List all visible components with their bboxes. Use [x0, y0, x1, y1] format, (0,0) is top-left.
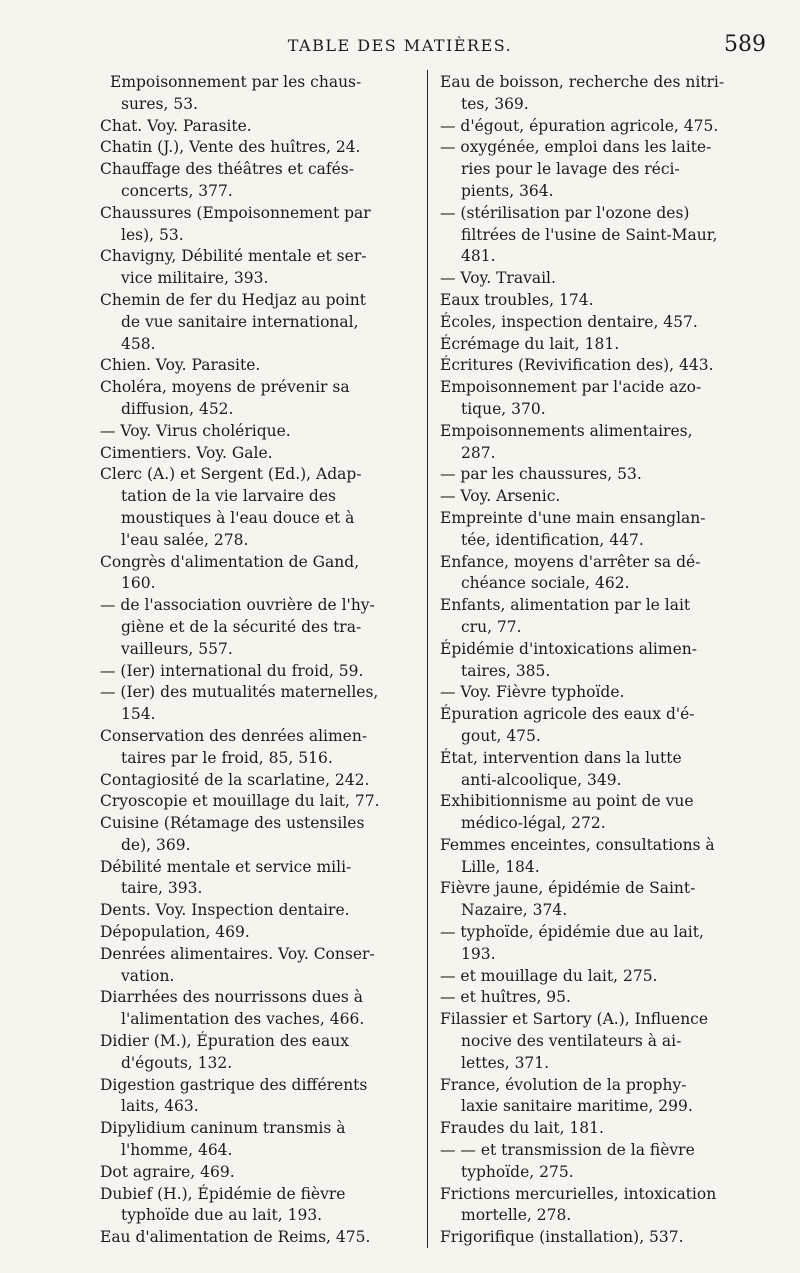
index-entry-line: typhoïde, 275.: [461, 1162, 574, 1181]
index-entry-line: taire, 393.: [121, 879, 203, 898]
index-entry-line: cru, 77.: [461, 617, 522, 636]
left-index-column: [100, 72, 422, 1249]
index-entry-line: les), 53.: [121, 225, 184, 244]
index-entry-line: tation de la vie larvaire des: [121, 487, 336, 506]
index-entry: [440, 137, 770, 202]
index-entry: [440, 377, 770, 421]
index-entry-line: Chavigny, Débilité mentale et ser-: [100, 247, 367, 266]
index-entry-line: Empoisonnement par l'acide azo-: [440, 378, 702, 397]
index-entry: [440, 312, 770, 334]
index-entry: [100, 290, 422, 355]
index-entry: [440, 355, 770, 377]
index-entry-line: — par les chaussures, 53.: [440, 465, 642, 484]
index-entry-line: nocive des ventilateurs à ai-: [461, 1032, 682, 1051]
index-entry: [100, 116, 422, 138]
index-entry-line: tique, 370.: [461, 399, 546, 418]
index-entry: [440, 552, 770, 596]
index-entry-line: concerts, 377.: [121, 181, 233, 200]
index-entry: [440, 987, 770, 1009]
index-entry: [440, 1140, 770, 1184]
index-entry-line: anti-alcoolique, 349.: [461, 770, 622, 789]
index-entry-line: de), 369.: [121, 835, 191, 854]
index-entry-line: Écoles, inspection dentaire, 457.: [440, 312, 698, 331]
index-entry-line: — (stérilisation par l'ozone des): [440, 203, 690, 222]
index-entry-line: — de l'association ouvrière de l'hy-: [100, 596, 375, 615]
index-entry-line: mortelle, 278.: [461, 1206, 572, 1225]
index-entry-line: Enfance, moyens d'arrêter sa dé-: [440, 552, 701, 571]
index-entry: [100, 246, 422, 290]
index-entry-line: Débilité mentale et service mili-: [100, 857, 352, 876]
index-entry: [440, 682, 770, 704]
index-entry: [100, 813, 422, 857]
index-entry-line: Dépopulation, 469.: [100, 923, 250, 942]
index-entry: [100, 944, 422, 988]
index-entry: [100, 1075, 422, 1119]
index-entry-line: laxie sanitaire maritime, 299.: [461, 1097, 693, 1116]
index-entry-line: Chat. Voy. Parasite.: [100, 116, 252, 135]
index-entry-line: Exhibitionnisme au point de vue: [440, 792, 694, 811]
index-entry-line: Contagiosité de la scarlatine, 242.: [100, 770, 370, 789]
index-entry: [440, 1118, 770, 1140]
index-entry-line: Didier (M.), Épuration des eaux: [100, 1032, 349, 1051]
running-title: TABLE DES MATIÈRES.: [287, 36, 513, 55]
right-index-column: [440, 72, 770, 1249]
index-entry: [100, 159, 422, 203]
index-entry: [100, 682, 422, 726]
index-entry: [100, 137, 422, 159]
index-entry: [100, 72, 422, 116]
index-entry-line: ries pour le lavage des réci-: [461, 160, 680, 179]
index-entry-line: — oxygénée, emploi dans les laite-: [440, 138, 712, 157]
index-entry-line: 193.: [461, 944, 496, 963]
index-entry-line: Cimentiers. Voy. Gale.: [100, 443, 273, 462]
index-entry: [100, 922, 422, 944]
index-entry-line: médico-légal, 272.: [461, 814, 606, 833]
index-entry: [440, 334, 770, 356]
index-entry-line: Chaussures (Empoisonnement par: [100, 203, 371, 222]
index-entry-line: vation.: [121, 966, 175, 985]
index-entry-line: Digestion gastrique des différents: [100, 1075, 368, 1094]
index-entry-line: Frigorifique (installation), 537.: [440, 1228, 684, 1247]
index-entry: [100, 421, 422, 443]
index-entry: [440, 1075, 770, 1119]
page-header: [0, 30, 800, 66]
index-entry-line: 481.: [461, 247, 496, 266]
index-entry: [100, 203, 422, 247]
index-entry-line: d'égouts, 132.: [121, 1053, 233, 1072]
index-entry-line: — Voy. Virus cholérique.: [100, 421, 291, 440]
index-entry: [100, 661, 422, 683]
index-entry-line: Dubief (H.), Épidémie de fièvre: [100, 1184, 346, 1203]
index-entry-line: Dot agraire, 469.: [100, 1162, 235, 1181]
index-entry-line: Femmes enceintes, consultations à: [440, 835, 715, 854]
index-entry: [100, 857, 422, 901]
index-entry-line: — Voy. Travail.: [440, 269, 556, 288]
index-entry: [440, 421, 770, 465]
index-entry-line: filtrées de l'usine de Saint-Maur,: [461, 225, 718, 244]
index-entry-line: — (Ier) international du froid, 59.: [100, 661, 364, 680]
index-entry-line: moustiques à l'eau douce et à: [121, 508, 355, 527]
index-entry-line: Diarrhées des nourrissons dues à: [100, 988, 364, 1007]
index-entry-line: giène et de la sécurité des tra-: [121, 617, 362, 636]
index-entry-line: — — et transmission de la fièvre: [440, 1141, 695, 1160]
index-entry-line: 154.: [121, 705, 156, 724]
page-number: 589: [724, 32, 766, 57]
index-entry-line: France, évolution de la prophy-: [440, 1075, 687, 1094]
index-entry: [440, 791, 770, 835]
index-entry: [100, 1031, 422, 1075]
index-entry-line: 287.: [461, 443, 496, 462]
index-entry-line: Choléra, moyens de prévenir sa: [100, 378, 350, 397]
index-entry-line: — typhoïde, épidémie due au lait,: [440, 923, 704, 942]
index-entry-line: gout, 475.: [461, 726, 541, 745]
index-entry: [440, 595, 770, 639]
index-entry-line: Dipylidium caninum transmis à: [100, 1119, 346, 1138]
index-entry: [100, 1118, 422, 1162]
index-entry-line: vailleurs, 557.: [121, 639, 233, 658]
index-entry: [100, 770, 422, 792]
index-entry: [100, 552, 422, 596]
index-entry-line: Fièvre jaune, épidémie de Saint-: [440, 879, 696, 898]
index-entry-line: Chemin de fer du Hedjaz au point: [100, 290, 367, 309]
index-entry-line: Empreinte d'une main ensanglan-: [440, 508, 706, 527]
index-entry-line: — d'égout, épuration agricole, 475.: [440, 116, 719, 135]
index-entry: [440, 1009, 770, 1074]
index-entry-line: Eau de boisson, recherche des nitri-: [440, 73, 725, 91]
index-entry-line: vice militaire, 393.: [121, 269, 269, 288]
index-entry-line: Frictions mercurielles, intoxication: [440, 1184, 717, 1203]
index-entry-line: Denrées alimentaires. Voy. Conser-: [100, 944, 375, 963]
index-entry: [440, 1184, 770, 1228]
index-entry-line: — et mouillage du lait, 275.: [440, 966, 658, 985]
index-entry-line: Empoisonnements alimentaires,: [440, 421, 693, 440]
index-entry-line: — Voy. Fièvre typhoïde.: [440, 683, 625, 702]
index-entry-line: Fraudes du lait, 181.: [440, 1119, 604, 1138]
index-entry-line: Cuisine (Rétamage des ustensiles: [100, 814, 365, 833]
index-entry: [440, 116, 770, 138]
index-entry-line: Enfants, alimentation par le lait: [440, 596, 691, 615]
index-entry-line: taires par le froid, 85, 516.: [121, 748, 333, 767]
index-entry-line: Dents. Voy. Inspection dentaire.: [100, 901, 350, 920]
index-entry-line: Lille, 184.: [461, 857, 540, 876]
index-entry-line: taires, 385.: [461, 661, 551, 680]
index-entry: [100, 355, 422, 377]
index-entry: [100, 726, 422, 770]
index-entry-line: typhoïde due au lait, 193.: [121, 1206, 323, 1225]
index-entry-line: l'homme, 464.: [121, 1141, 233, 1160]
index-entry-line: laits, 463.: [121, 1097, 199, 1116]
index-entry-line: Cryoscopie et mouillage du lait, 77.: [100, 792, 380, 811]
index-entry-line: Eau d'alimentation de Reims, 475.: [100, 1228, 371, 1247]
index-entry-line: de vue sanitaire international,: [121, 312, 359, 331]
index-entry-line: 160.: [121, 574, 156, 593]
index-entry: [100, 791, 422, 813]
index-entry-line: Conservation des denrées alimen-: [100, 726, 368, 745]
index-entry: [440, 1227, 770, 1249]
index-entry-line: Congrès d'alimentation de Gand,: [100, 552, 360, 571]
index-entry: [440, 922, 770, 966]
index-entry-line: l'eau salée, 278.: [121, 530, 249, 549]
index-entry-line: lettes, 371.: [461, 1053, 550, 1072]
index-entry-line: Écritures (Revivification des), 443.: [440, 356, 714, 375]
index-entry: [440, 290, 770, 312]
index-entry-line: Eaux troubles, 174.: [440, 290, 594, 309]
index-entry: [440, 486, 770, 508]
index-entry: [440, 878, 770, 922]
index-entry-line: — (Ier) des mutualités maternelles,: [100, 683, 379, 702]
index-entry: [440, 72, 770, 116]
index-entry: [100, 1227, 422, 1249]
index-entry-line: État, intervention dans la lutte: [440, 748, 682, 767]
column-divider: [427, 70, 428, 1248]
index-entry-line: Clerc (A.) et Sergent (Ed.), Adap-: [100, 465, 362, 484]
index-entry: [440, 639, 770, 683]
index-entry: [100, 377, 422, 421]
index-entry-line: Empoisonnement par les chaus-: [110, 73, 362, 91]
index-entry-line: diffusion, 452.: [121, 399, 234, 418]
index-entry: [100, 595, 422, 660]
index-entry: [100, 900, 422, 922]
index-entry: [440, 203, 770, 268]
index-entry: [440, 268, 770, 290]
index-entry-line: Épuration agricole des eaux d'é-: [440, 705, 695, 724]
index-entry: [100, 464, 422, 551]
index-entry: [440, 464, 770, 486]
index-entry-line: — et huîtres, 95.: [440, 988, 571, 1007]
index-entry-line: chéance sociale, 462.: [461, 574, 630, 593]
index-entry-line: l'alimentation des vaches, 466.: [121, 1010, 365, 1029]
index-entry-line: Écrémage du lait, 181.: [440, 334, 620, 353]
index-entry: [440, 835, 770, 879]
index-entry: [440, 704, 770, 748]
index-entry-line: Chauffage des théâtres et cafés-: [100, 160, 354, 179]
index-entry-line: Chatin (J.), Vente des huîtres, 24.: [100, 138, 361, 157]
index-entry-line: sures, 53.: [121, 94, 198, 113]
index-entry: [440, 966, 770, 988]
index-entry-line: Filassier et Sartory (A.), Influence: [440, 1010, 709, 1029]
index-entry: [100, 443, 422, 465]
index-entry-line: pients, 364.: [461, 181, 554, 200]
index-entry: [100, 987, 422, 1031]
index-entry-line: Nazaire, 374.: [461, 901, 568, 920]
index-entry: [440, 748, 770, 792]
index-entry-line: Chien. Voy. Parasite.: [100, 356, 261, 375]
index-entry: [440, 508, 770, 552]
index-entry-line: 458.: [121, 334, 156, 353]
index-entry-line: — Voy. Arsenic.: [440, 487, 561, 506]
index-entry-line: tes, 369.: [461, 94, 529, 113]
index-entry-line: tée, identification, 447.: [461, 530, 644, 549]
index-entry-line: Épidémie d'intoxications alimen-: [440, 639, 697, 658]
index-entry: [100, 1184, 422, 1228]
index-entry: [100, 1162, 422, 1184]
